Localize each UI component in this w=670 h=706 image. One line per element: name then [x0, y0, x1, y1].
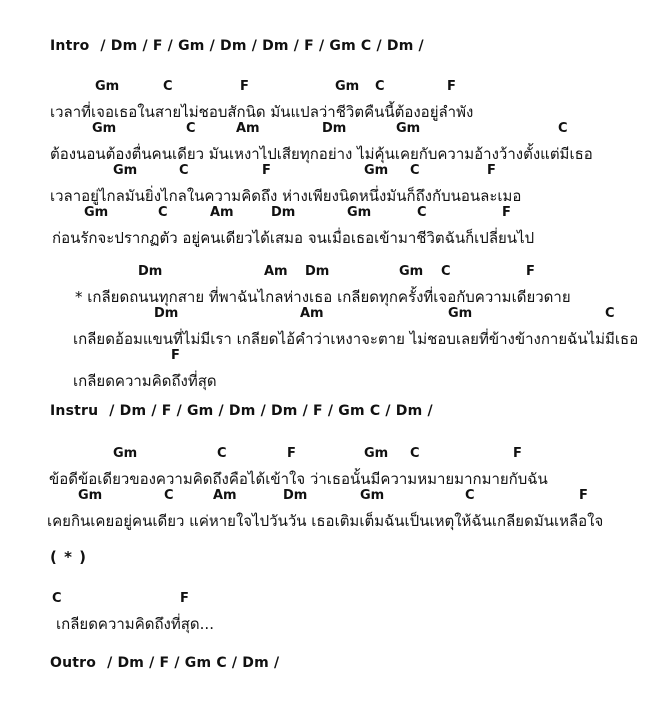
section-label-outro: Outro — [50, 655, 97, 671]
instru-line — [50, 403, 433, 419]
chord: Am — [213, 488, 237, 503]
chord: C — [417, 205, 427, 220]
lyric-line: เกลียดอ้อมแขนที่ไม่มีเรา เกลียดไอ้คำว่าเหงาจะตาย ไม่ชอบเลยที่ข้างข้างกายฉันไม่มีเธอ — [73, 330, 639, 348]
chord: C — [465, 488, 475, 503]
chord: F — [447, 79, 456, 94]
chord: F — [513, 446, 522, 461]
chord-row — [0, 79, 670, 97]
lyric-line: เกลียดความคิดถึงที่สุด — [73, 372, 217, 390]
chord: Gm — [448, 306, 473, 321]
chord: C — [164, 488, 174, 503]
chord-row — [0, 348, 670, 366]
lyric-line: * เกลียดถนนทุกสาย ที่พาฉันไกลห่างเธอ เกลียดทุกครั้งที่เจอกับความเดียวดาย — [75, 288, 571, 306]
chord: Gm — [360, 488, 385, 503]
section-label-intro: Intro — [50, 38, 90, 54]
chord-row — [0, 163, 670, 181]
instru-progression: / Dm / F / Gm / Dm / Dm / F / Gm C / Dm / — [109, 403, 433, 419]
chord: Gm — [113, 163, 138, 178]
intro-progression: / Dm / F / Gm / Dm / Dm / F / Gm C / Dm / — [100, 38, 424, 54]
section-label-instru: Instru — [50, 403, 99, 419]
chord: Dm — [305, 264, 330, 279]
chord: Gm — [347, 205, 372, 220]
lyric-line: เคยกินเคยอยู่คนเดียว แค่หายใจไปวันวัน เธอเติมเต็มฉันเป็นเหตุให้ฉันเกลียดมันเหลือใจ — [47, 512, 604, 530]
chord-row — [0, 205, 670, 223]
chord: F — [487, 163, 496, 178]
chord: C — [410, 163, 420, 178]
chord: Gm — [84, 205, 109, 220]
chord: C — [605, 306, 615, 321]
chord-row — [0, 306, 670, 324]
chord: C — [186, 121, 196, 136]
lyric-line: เวลาที่เจอเธอในสายไม่ชอบสักนิด มันแปลว่าชีวิตคืนนี้ต้องอยู่ลำพัง — [50, 103, 474, 121]
lyric-line: เกลียดความคิดถึงที่สุด... — [56, 615, 214, 633]
chord: F — [240, 79, 249, 94]
chord: F — [180, 591, 189, 606]
chord: Am — [236, 121, 260, 136]
chord-row — [0, 264, 670, 282]
repeat-chorus-mark: ( * ) — [50, 548, 87, 566]
lyric-line: เวลาอยู่ไกลมันยิ่งไกลในความคิดถึง ห่างเพียงนิดหนึ่งมันก็ถึงกับนอนละเมอ — [50, 187, 522, 205]
intro-line — [50, 38, 424, 54]
chord: C — [163, 79, 173, 94]
chord: C — [179, 163, 189, 178]
chord: Gm — [396, 121, 421, 136]
chord: Gm — [95, 79, 120, 94]
chord-row — [0, 121, 670, 139]
chord: Am — [300, 306, 324, 321]
chord: C — [52, 591, 62, 606]
chord: C — [410, 446, 420, 461]
chord: F — [171, 348, 180, 363]
lyric-line: ก่อนรักจะปรากฏตัว อยู่คนเดียวได้เสมอ จนเมื่อเธอเข้ามาชีวิตฉันก็เปลี่ยนไป — [52, 229, 535, 247]
chord: C — [217, 446, 227, 461]
chord: Dm — [154, 306, 179, 321]
chord: C — [375, 79, 385, 94]
chord: C — [558, 121, 568, 136]
chord: F — [526, 264, 535, 279]
chord: Gm — [364, 446, 389, 461]
chord: F — [502, 205, 511, 220]
chord: Gm — [335, 79, 360, 94]
chord-row — [0, 446, 670, 464]
lyric-line: ข้อดีข้อเดียวของความคิดถึงคือได้เข้าใจ ว่าเธอนั้นมีความหมายมากมายกับฉัน — [49, 470, 548, 488]
chord: C — [441, 264, 451, 279]
chord-row — [0, 591, 670, 609]
chord: F — [579, 488, 588, 503]
chord: Dm — [271, 205, 296, 220]
outro-line — [50, 655, 279, 671]
chord: Gm — [364, 163, 389, 178]
chord: Gm — [92, 121, 117, 136]
chord: F — [287, 446, 296, 461]
chord: Dm — [138, 264, 163, 279]
chord: Dm — [283, 488, 308, 503]
chord: Gm — [399, 264, 424, 279]
lyric-line: ต้องนอนต้องตื่นคนเดียว มันเหงาไปเสียทุกอย่าง ไม่คุ้นเคยกับความอ้างว้างตั้งแต่มีเธอ — [50, 145, 593, 163]
chord: C — [158, 205, 168, 220]
outro-progression: / Dm / F / Gm C / Dm / — [107, 655, 280, 671]
chord: Dm — [322, 121, 347, 136]
chord: Am — [210, 205, 234, 220]
chord: Gm — [78, 488, 103, 503]
chord: Gm — [113, 446, 138, 461]
chord: Am — [264, 264, 288, 279]
chord-row — [0, 488, 670, 506]
chord: F — [262, 163, 271, 178]
